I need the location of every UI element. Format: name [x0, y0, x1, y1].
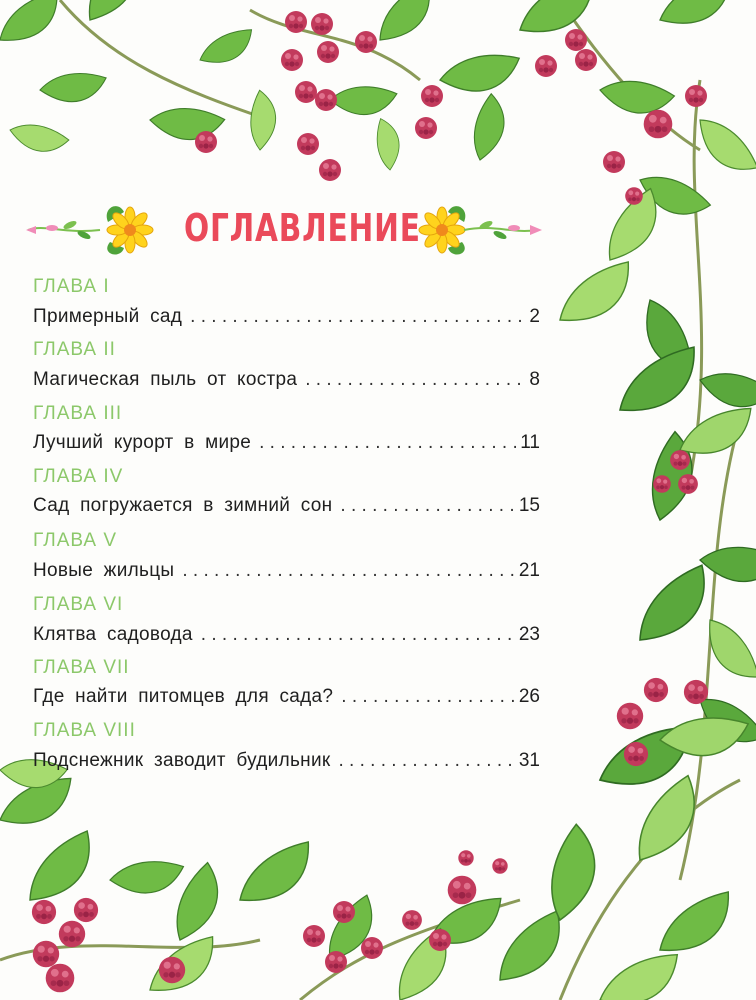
leader-dots [201, 624, 515, 646]
toc-entry[interactable] [33, 495, 540, 523]
toc-entry[interactable] [33, 686, 540, 714]
flower-icon [107, 206, 153, 254]
chapter-label: ГЛАВА IV [33, 466, 124, 487]
chapter-label: ГЛАВА I [33, 276, 110, 297]
toc-entry-page: 23 [518, 624, 540, 645]
leader-dots [341, 686, 515, 708]
chapter-label: ГЛАВА III [33, 403, 123, 424]
toc-entry-page: 21 [518, 560, 540, 581]
chapter-label: ГЛАВА II [33, 339, 116, 360]
page-title: ОГЛАВЛЕНИЕ [184, 206, 421, 250]
leader-dots [305, 369, 525, 391]
leader-dots [182, 560, 515, 582]
toc-entry-title: Клятва садовода [33, 624, 193, 645]
chapter-label: ГЛАВА V [33, 530, 118, 551]
toc-entry-page: 31 [518, 750, 540, 771]
toc-entry-title: Подснежник заводит будильник [33, 750, 331, 771]
toc-entry-title: Примерный сад [33, 306, 183, 327]
flower-icon [419, 206, 465, 254]
leader-dots [190, 306, 525, 328]
toc-entry-title: Новые жильцы [33, 560, 175, 581]
toc-entry[interactable] [33, 432, 540, 460]
leader-dots [340, 495, 514, 517]
leader-dots [338, 750, 514, 772]
toc-entry[interactable] [33, 560, 540, 588]
toc-entry-title: Магическая пыль от костра [33, 369, 298, 390]
chapter-label: ГЛАВА VIII [33, 720, 136, 741]
toc-entry[interactable] [33, 306, 540, 334]
toc-heading [24, 198, 544, 268]
toc-entry[interactable] [33, 750, 540, 778]
toc-entry-page: 8 [529, 369, 540, 390]
toc-entry-title: Где найти питомцев для сада? [33, 686, 334, 707]
toc-entry-page: 15 [518, 495, 540, 516]
toc-entry-title: Лучший курорт в мире [33, 432, 252, 453]
toc-entry-page: 2 [529, 306, 540, 327]
toc-entry[interactable] [33, 369, 540, 397]
toc-entry-title: Сад погружается в зимний сон [33, 495, 333, 516]
toc-entry-page: 26 [518, 686, 540, 707]
chapter-label: ГЛАВА VI [33, 594, 124, 615]
chapter-label: ГЛАВА VII [33, 657, 130, 678]
toc-entry-page: 11 [520, 432, 540, 453]
toc-entry[interactable] [33, 624, 540, 652]
leader-dots [259, 432, 516, 454]
